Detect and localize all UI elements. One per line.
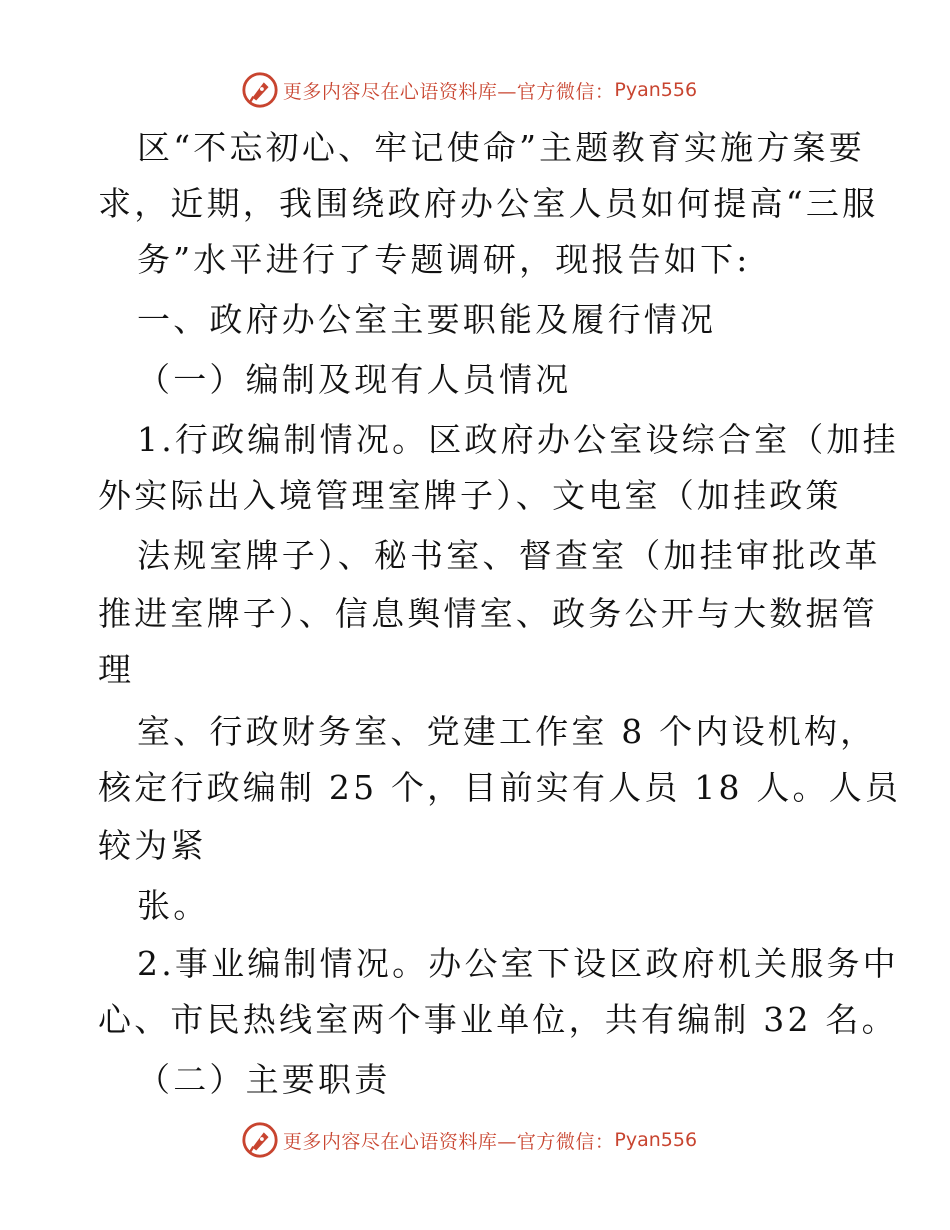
banner-text: 更多内容尽在心语资料库—官方微信： — [282, 1130, 615, 1153]
footer-banner — [0, 1120, 950, 1160]
banner-wechat-id: Pyan556 — [614, 1129, 698, 1151]
paragraph-line: 1.行政编制情况。区政府办公室设综合室（加挂 — [137, 420, 899, 459]
paragraph-line: 2.事业编制情况。办公室下设区政府机关服务中 — [137, 944, 899, 983]
subsection-heading: （二）主要职责 — [137, 1060, 391, 1099]
banner-text: 更多内容尽在心语资料库—官方微信： — [282, 80, 615, 103]
pen-nib-circle-icon — [241, 71, 279, 109]
banner-content — [241, 1121, 697, 1159]
paragraph-line: 室、行政财务室、党建工作室 8 个内设机构， — [137, 712, 877, 751]
subsection-heading: （一）编制及现有人员情况 — [137, 360, 572, 399]
pen-nib-circle-icon — [241, 1121, 279, 1159]
section-heading: 一、政府办公室主要职能及履行情况 — [137, 300, 717, 339]
paragraph-line: 较为紧 — [98, 826, 207, 865]
paragraph-line: 推进室牌子）、信息舆情室、政务公开与大数据管 — [98, 594, 878, 633]
banner-content — [241, 71, 697, 109]
paragraph-line: 法规室牌子）、秘书室、督查室（加挂审批改革 — [137, 536, 881, 575]
paragraph-line: 区“不忘初心、牢记使命”主题教育实施方案要 — [137, 128, 865, 167]
paragraph-line: 心、市民热线室两个事业单位，共有编制 32 名。 — [98, 1000, 898, 1039]
banner-wechat-id: Pyan556 — [614, 79, 698, 101]
paragraph-line: 务”水平进行了专题调研，现报告如下: — [137, 240, 751, 279]
paragraph-line: 理 — [98, 650, 135, 689]
paragraph-line: 张。 — [137, 886, 210, 925]
header-banner — [0, 70, 950, 110]
paragraph-line: 外实际出入境管理室牌子）、文电室（加挂政策 — [98, 476, 842, 515]
paragraph-line: 求，近期，我围绕政府办公室人员如何提高“三服 — [98, 184, 879, 223]
paragraph-line: 核定行政编制 25 个，目前实有人员 18 人。人员 — [98, 768, 902, 807]
